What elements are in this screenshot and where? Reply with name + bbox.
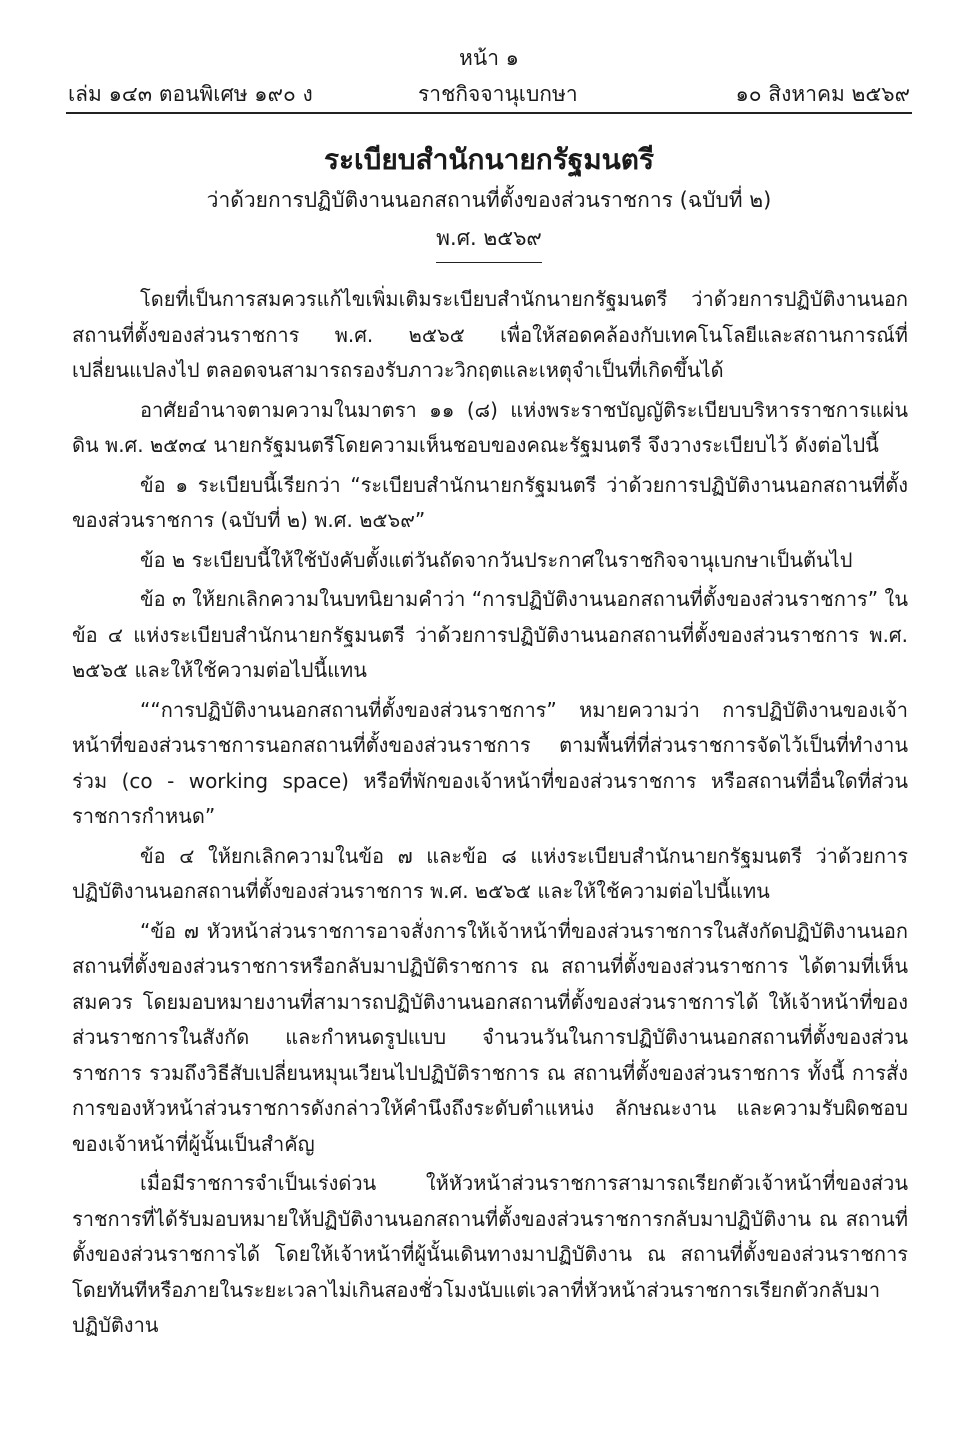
paragraph-clause-4: ข้อ ๔ ให้ยกเลิกความในข้อ ๗ และข้อ ๘ แห่งระเบียบสำนักนายกรัฐมนตรี ว่าด้วยการปฏิบัติงานนอกสถานที่ตั้งของส่วนราชการ พ.ศ. ๒๕๖๕ และให้ใช้ความต่อไปนี้แทน (72, 843, 908, 903)
document-subtitle: ว่าด้วยการปฏิบัติงานนอกสถานที่ตั้งของส่วนราชการ (ฉบับที่ ๒) (206, 188, 772, 212)
paragraph-clause-2: ข้อ ๒ ระเบียบนี้ให้ใช้บังคับตั้งแต่วันถัดจากวันประกาศในราชกิจจานุเบกษาเป็นต้นไป (140, 547, 853, 572)
paragraph-preamble: โดยที่เป็นการสมควรแก้ไขเพิ่มเติมระเบียบสำนักนายกรัฐมนตรี ว่าด้วยการปฏิบัติงานนอกสถานที่ตั้งของส่วนราชการ พ.ศ. ๒๕๖๕ เพื่อให้สอดคล้องกับเทคโนโลยีและสถานการณ์ที่เปลี่ยนแปลงไป ตลอดจนสามารถรองรับภาวะวิกฤตและเหตุจำเป็นที่เกิดขึ้นได้ (72, 287, 908, 382)
document-year: พ.ศ. ๒๕๖๙ (436, 226, 542, 250)
paragraph-definition: ““การปฏิบัติงานนอกสถานที่ตั้งของส่วนราชการ” หมายความว่า การปฏิบัติงานของเจ้าหน้าที่ของส่วนราชการนอกสถานที่ตั้งของส่วนราชการ ตามพื้นที่ที่ส่วนราชการจัดไว้เป็นที่ทำงานร่วม (co - working space) หรือที่พักของเจ้าหน้าที่ของส่วนราชการ หรือสถานที่อื่นใดที่ส่วนราชการกำหนด” (72, 697, 908, 828)
header-divider (66, 112, 912, 114)
paragraph-clause-3: ข้อ ๓ ให้ยกเลิกความในบทนิยามคำว่า “การปฏิบัติงานนอกสถานที่ตั้งของส่วนราชการ” ในข้อ ๔ แห่งระเบียบสำนักนายกรัฐมนตรี ว่าด้วยการปฏิบัติงานนอกสถานที่ตั้งของส่วนราชการ พ.ศ. ๒๕๖๕ และให้ใช้ความต่อไปนี้แทน (72, 587, 908, 682)
paragraph-urgent-recall: เมื่อมีราชการจำเป็นเร่งด่วน ให้หัวหน้าส่วนราชการสามารถเรียกตัวเจ้าหน้าที่ของส่วนราชการที่ได้รับมอบหมายให้ปฏิบัติงานนอกสถานที่ตั้งของส่วนราชการกลับมาปฏิบัติงาน ณ สถานที่ตั้งของส่วนราชการได้ โดยให้เจ้าหน้าที่ผู้นั้นเดินทางมาปฏิบัติงาน ณ สถานที่ตั้งของส่วนราชการโดยทันทีหรือภายในระยะเวลาไม่เกินสองชั่วโมงนับแต่เวลาที่หัวหน้าส่วนราชการเรียกตัวกลับมาปฏิบัติงาน (72, 1171, 908, 1337)
title-divider (436, 262, 542, 263)
paragraph-authority: อาศัยอำนาจตามความในมาตรา ๑๑ (๘) แห่งพระราชบัญญัติระเบียบบริหารราชการแผ่นดิน พ.ศ. ๒๕๓๔ นายกรัฐมนตรีโดยความเห็นชอบของคณะรัฐมนตรี จึงวางระเบียบไว้ ดังต่อไปนี้ (72, 397, 908, 457)
gazette-name: ราชกิจจานุเบกษา (418, 82, 578, 106)
page-number: หน้า ๑ (459, 46, 519, 70)
document-body (72, 282, 908, 1348)
paragraph-clause-1: ข้อ ๑ ระเบียบนี้เรียกว่า “ระเบียบสำนักนายกรัฐมนตรี ว่าด้วยการปฏิบัติงานนอกสถานที่ตั้งของส่วนราชการ (ฉบับที่ ๒) พ.ศ. ๒๕๖๙” (72, 472, 908, 532)
volume-issue: เล่ม ๑๔๓ ตอนพิเศษ ๑๙๐ ง (68, 82, 313, 106)
gazette-header (68, 78, 910, 108)
publish-date: ๑๐ สิงหาคม ๒๕๖๙ (735, 82, 910, 106)
paragraph-clause-7: “ข้อ ๗ หัวหน้าส่วนราชการอาจสั่งการให้เจ้าหน้าที่ของส่วนราชการในสังกัดปฏิบัติงานนอกสถานที่ตั้งของส่วนราชการหรือกลับมาปฏิบัติราชการ ณ สถานที่ตั้งของส่วนราชการ ได้ตามที่เห็นสมควร โดยมอบหมายงานที่สามารถปฏิบัติงานนอกสถานที่ตั้งของส่วนราชการได้ ให้เจ้าหน้าที่ของส่วนราชการในสังกัด และกำหนดรูปแบบ จำนวนวันในการปฏิบัติงานนอกสถานที่ตั้งของส่วนราชการ รวมถึงวิธีสับเปลี่ยนหมุนเวียนไปปฏิบัติราชการ ณ สถานที่ตั้งของส่วนราชการ ทั้งนี้ การสั่งการของหัวหน้าส่วนราชการดังกล่าวให้คำนึงถึงระดับตำแหน่ง ลักษณะงาน และความรับผิดชอบของเจ้าหน้าที่ผู้นั้นเป็นสำคัญ (72, 918, 908, 1156)
document-title: ระเบียบสำนักนายกรัฐมนตรี (323, 143, 655, 176)
